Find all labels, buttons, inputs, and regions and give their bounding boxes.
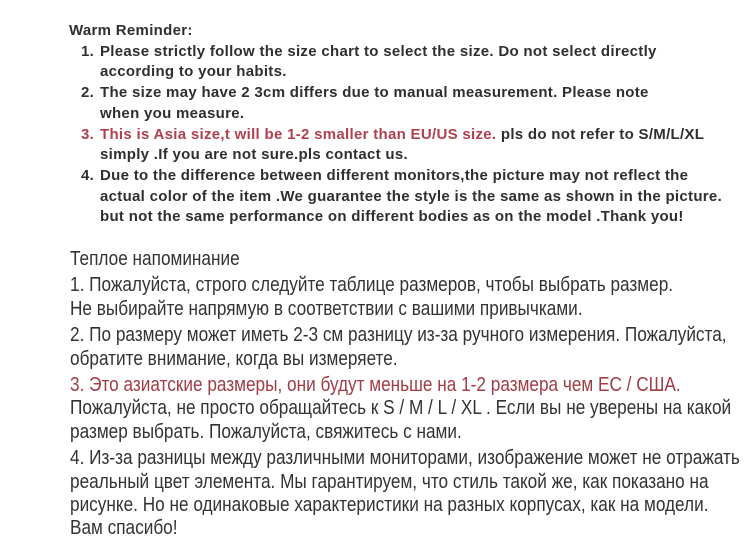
english-item-3-line-1 (100, 125, 704, 146)
english-item-1 (81, 42, 729, 83)
english-item-3-text (100, 125, 704, 166)
russian-item-2-line-2: обратите внимание, когда вы измеряете. (70, 347, 398, 370)
russian-item-1-line-1: 1. Пожалуйста, строго следуйте таблице размеров, чтобы выбрать размер. (70, 274, 674, 297)
russian-item-2 (70, 324, 740, 371)
russian-item-1-line-2: Не выбирайте напрямую в соответствии с вашими привычками. (70, 297, 583, 320)
english-item-4-text (100, 166, 722, 228)
english-item-4 (81, 166, 729, 228)
russian-item-3 (70, 374, 740, 444)
english-item-4-line-1: Due to the difference between different monitors,the picture may not reflect the (100, 166, 689, 184)
english-reminder-title: Warm Reminder: (69, 22, 193, 39)
russian-item-1 (70, 274, 740, 321)
russian-reminder-section (70, 248, 740, 541)
russian-item-4-line-4: Вам спасибо! (70, 517, 178, 540)
english-item-4-number: 4. (81, 166, 95, 184)
russian-item-4-line-1: 4. Из-за разницы между различными мониторами, изображение может не отражать (70, 447, 740, 470)
english-item-2-number: 2. (81, 84, 95, 102)
russian-item-3-red-line: 3. Это азиатские размеры, они будут меньше на 1-2 размера чем ЕС / США. (70, 374, 681, 397)
russian-item-4-line-2: реальный цвет элемента. Мы гарантируем, что стиль такой же, как показано на (70, 470, 709, 493)
english-item-1-number: 1. (81, 42, 95, 60)
english-item-4-line-2: actual color of the item .We guarantee the style is the same as shown in the picture. (100, 187, 723, 205)
russian-item-4 (70, 447, 740, 541)
english-item-2 (81, 83, 729, 124)
english-item-3 (81, 125, 729, 166)
english-item-3-red-text: This is Asia size,t will be 1-2 smaller than EU/US size. (100, 125, 497, 143)
english-item-3-line-2: simply .If you are not sure.pls contact us. (100, 146, 408, 164)
english-item-4-line-3: but not the same performance on different bodies as on the model .Thank you! (100, 208, 684, 226)
russian-item-3-line-3: размер выбрать. Пожалуйста, свяжитесь с нами. (70, 420, 462, 443)
russian-item-2-line-1: 2. По размеру может иметь 2-3 см разницу из-за ручного измерения. Пожалуйста, (70, 324, 727, 347)
russian-item-3-line-2: Пожалуйста, не просто обращайтесь к S / M / L / XL . Если вы не уверены на какой (70, 397, 732, 420)
english-item-3-number: 3. (81, 125, 95, 143)
english-item-1-text (100, 42, 657, 83)
english-reminder-list (81, 42, 729, 228)
english-item-2-line-1: The size may have 2 3cm differs due to manual measurement. Please note (100, 84, 649, 102)
english-item-1-line-2: according to your habits. (100, 63, 287, 81)
english-reminder-section (69, 21, 729, 228)
english-item-3-black-text: pls do not refer to S/M/L/XL (496, 125, 705, 143)
english-item-1-line-1: Please strictly follow the size chart to select the size. Do not select directly (100, 42, 657, 60)
russian-reminder-title: Теплое напоминание (70, 248, 240, 270)
english-item-2-text (100, 83, 649, 124)
russian-item-4-line-3: рисунке. Но не одинаковые характеристики на разных корпусах, как на модели. (70, 494, 709, 517)
english-item-2-line-2: when you measure. (100, 104, 245, 122)
